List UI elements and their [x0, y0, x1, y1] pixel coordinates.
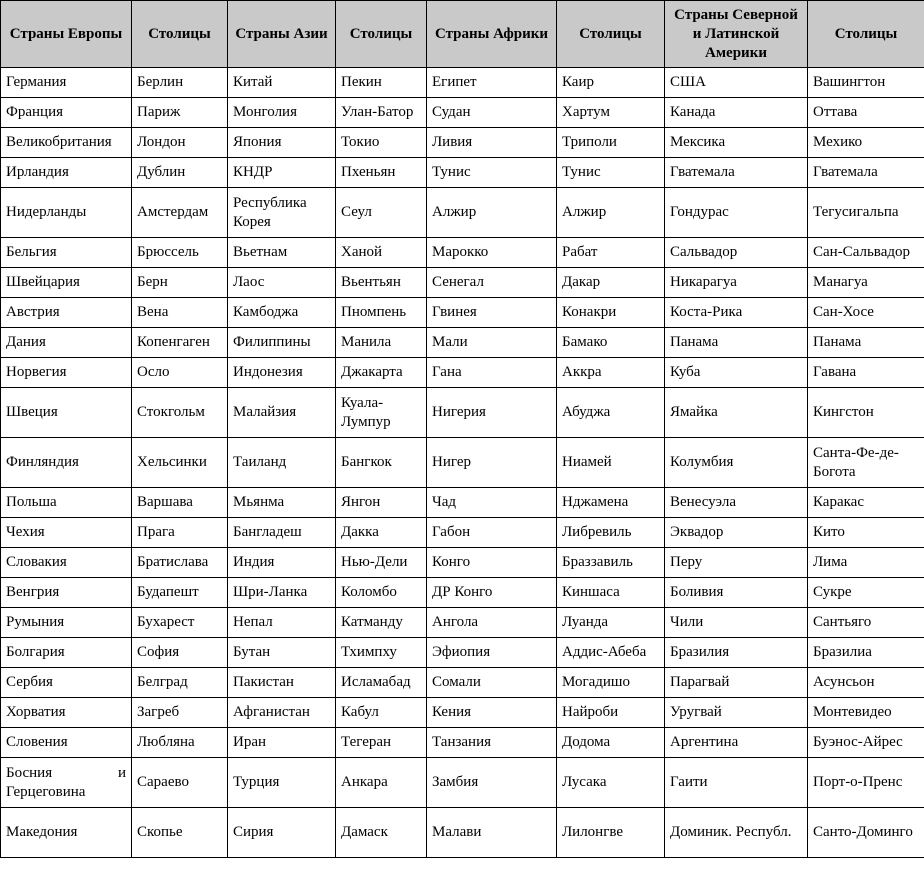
table-cell: Ямайка — [665, 388, 808, 438]
table-cell: Франция — [1, 98, 132, 128]
column-header: Столицы — [808, 1, 924, 68]
table-cell: Китай — [228, 68, 336, 98]
table-cell: Ангола — [427, 608, 557, 638]
column-header: Страны Азии — [228, 1, 336, 68]
table-cell: Македония — [1, 808, 132, 858]
table-cell: Панама — [808, 328, 924, 358]
table-cell: Гватемала — [808, 158, 924, 188]
table-cell: Бельгия — [1, 238, 132, 268]
table-cell: Лима — [808, 548, 924, 578]
table-cell: Париж — [132, 98, 228, 128]
table-cell: Исламабад — [336, 668, 427, 698]
table-cell: Триполи — [557, 128, 665, 158]
table-cell: Танзания — [427, 728, 557, 758]
table-cell: Швейцария — [1, 268, 132, 298]
table-cell: Румыния — [1, 608, 132, 638]
table-cell: Бразилиа — [808, 638, 924, 668]
table-cell: Сальвадор — [665, 238, 808, 268]
table-cell: Камбоджа — [228, 298, 336, 328]
table-cell: Сантьяго — [808, 608, 924, 638]
table-cell: ДР Конго — [427, 578, 557, 608]
table-cell: Дакар — [557, 268, 665, 298]
table-cell: Венгрия — [1, 578, 132, 608]
cell-word: и — [117, 764, 126, 781]
table-cell: Мьянма — [228, 488, 336, 518]
table-body — [1, 68, 924, 858]
table-cell: Германия — [1, 68, 132, 98]
column-header: Страны Африки — [427, 1, 557, 68]
table-cell: Малайзия — [228, 388, 336, 438]
table-cell: Вьетнам — [228, 238, 336, 268]
table-cell: Филиппины — [228, 328, 336, 358]
table-cell: Любляна — [132, 728, 228, 758]
table-cell: Кабул — [336, 698, 427, 728]
table-cell: Бангкок — [336, 438, 427, 488]
table-cell: Берлин — [132, 68, 228, 98]
table-cell: Швеция — [1, 388, 132, 438]
table-cell: Алжир — [427, 188, 557, 238]
table-cell: Шри-Ланка — [228, 578, 336, 608]
table-cell: Луанда — [557, 608, 665, 638]
table-cell: Порт-о-Пренс — [808, 758, 924, 808]
table-cell: Нигерия — [427, 388, 557, 438]
table-cell: Улан-Батор — [336, 98, 427, 128]
table-cell: Парагвай — [665, 668, 808, 698]
table-cell: Хорватия — [1, 698, 132, 728]
table-cell: Гондурас — [665, 188, 808, 238]
table-row — [1, 578, 924, 608]
table-cell: Либревиль — [557, 518, 665, 548]
table-cell: Бухарест — [132, 608, 228, 638]
table-row — [1, 548, 924, 578]
cell-word: Босния — [6, 764, 53, 781]
table-row — [1, 808, 924, 858]
table-cell: Эквадор — [665, 518, 808, 548]
table-row — [1, 298, 924, 328]
table-cell: Словения — [1, 728, 132, 758]
table-row — [1, 638, 924, 668]
column-header: Столицы — [336, 1, 427, 68]
table-row — [1, 388, 924, 438]
table-cell: Канада — [665, 98, 808, 128]
table-cell: Индия — [228, 548, 336, 578]
table-cell: Каракас — [808, 488, 924, 518]
table-cell: Доминик. Республ. — [665, 808, 808, 858]
table-cell: Хельсинки — [132, 438, 228, 488]
table-row — [1, 128, 924, 158]
column-header: Столицы — [132, 1, 228, 68]
table-cell: Чили — [665, 608, 808, 638]
table-cell: Малави — [427, 808, 557, 858]
table-row — [1, 98, 924, 128]
table-cell: Лаос — [228, 268, 336, 298]
table-cell: Сеул — [336, 188, 427, 238]
table-cell: Тунис — [427, 158, 557, 188]
table-cell: Афганистан — [228, 698, 336, 728]
table-cell: Монтевидео — [808, 698, 924, 728]
table-cell: Анкара — [336, 758, 427, 808]
table-cell: Киншаса — [557, 578, 665, 608]
table-cell: Сирия — [228, 808, 336, 858]
table-cell: Прага — [132, 518, 228, 548]
table-cell: Сукре — [808, 578, 924, 608]
table-cell: Рабат — [557, 238, 665, 268]
table-cell: Аккра — [557, 358, 665, 388]
column-header: Столицы — [557, 1, 665, 68]
table-cell: Аргентина — [665, 728, 808, 758]
table-cell: Колумбия — [665, 438, 808, 488]
table-cell: Сомали — [427, 668, 557, 698]
table-cell: Япония — [228, 128, 336, 158]
table-cell: Амстердам — [132, 188, 228, 238]
table-cell: Дублин — [132, 158, 228, 188]
table-cell: Норвегия — [1, 358, 132, 388]
table-cell: Мексика — [665, 128, 808, 158]
table-cell: Алжир — [557, 188, 665, 238]
table-cell: Мали — [427, 328, 557, 358]
table-row — [1, 328, 924, 358]
table-cell: Бутан — [228, 638, 336, 668]
table-row — [1, 268, 924, 298]
table-cell: Никарагуа — [665, 268, 808, 298]
table-cell: Гана — [427, 358, 557, 388]
table-cell: Стокгольм — [132, 388, 228, 438]
table-cell: Загреб — [132, 698, 228, 728]
table-cell: София — [132, 638, 228, 668]
table-cell: Джакарта — [336, 358, 427, 388]
table-cell: Монголия — [228, 98, 336, 128]
table-cell: Австрия — [1, 298, 132, 328]
table-cell: Куала-Лумпур — [336, 388, 427, 438]
table-cell: Аддис-Абеба — [557, 638, 665, 668]
table-cell: Братислава — [132, 548, 228, 578]
table-row — [1, 238, 924, 268]
table-cell: Коломбо — [336, 578, 427, 608]
table-cell: Чехия — [1, 518, 132, 548]
table-cell: Республика Корея — [228, 188, 336, 238]
table-cell: Хартум — [557, 98, 665, 128]
table-cell: Габон — [427, 518, 557, 548]
table-cell: Браззавиль — [557, 548, 665, 578]
table-cell: Лондон — [132, 128, 228, 158]
table-cell: Манагуа — [808, 268, 924, 298]
table-cell: Коста-Рика — [665, 298, 808, 328]
table-cell: США — [665, 68, 808, 98]
table-cell: Сенегал — [427, 268, 557, 298]
table-cell: Абуджа — [557, 388, 665, 438]
table-cell: Нидерланды — [1, 188, 132, 238]
table-cell: Нигер — [427, 438, 557, 488]
table-row — [1, 728, 924, 758]
table-cell: Панама — [665, 328, 808, 358]
table-cell: Вьентьян — [336, 268, 427, 298]
table-cell: Сан-Сальвадор — [808, 238, 924, 268]
table-cell: Белград — [132, 668, 228, 698]
table-cell: Судан — [427, 98, 557, 128]
table-cell: Пномпень — [336, 298, 427, 328]
table-row — [1, 438, 924, 488]
table-row — [1, 68, 924, 98]
table-cell: Тунис — [557, 158, 665, 188]
table-cell: Токио — [336, 128, 427, 158]
table-cell: Сараево — [132, 758, 228, 808]
table-cell: Ханой — [336, 238, 427, 268]
table-cell: Сан-Хосе — [808, 298, 924, 328]
table-cell: Дакка — [336, 518, 427, 548]
cell-word: Герцеговина — [6, 783, 86, 800]
table-cell: Непал — [228, 608, 336, 638]
table-cell: Марокко — [427, 238, 557, 268]
table-cell: КНДР — [228, 158, 336, 188]
table-cell: Кито — [808, 518, 924, 548]
table-cell: Брюссель — [132, 238, 228, 268]
table-cell: Санто-Доминго — [808, 808, 924, 858]
table-cell: Гавана — [808, 358, 924, 388]
table-cell: Тхимпху — [336, 638, 427, 668]
table-cell: Ирландия — [1, 158, 132, 188]
table-row — [1, 608, 924, 638]
table-cell: Санта-Фе-де-Богота — [808, 438, 924, 488]
table-cell: Венесуэла — [665, 488, 808, 518]
table-row — [1, 158, 924, 188]
table-cell: Словакия — [1, 548, 132, 578]
table-cell: Уругвай — [665, 698, 808, 728]
table-row — [1, 488, 924, 518]
table-cell: Чад — [427, 488, 557, 518]
table-cell: Вена — [132, 298, 228, 328]
table-cell: Бангладеш — [228, 518, 336, 548]
table-cell: Пакистан — [228, 668, 336, 698]
table-cell: Нджамена — [557, 488, 665, 518]
table-cell: Берн — [132, 268, 228, 298]
table-cell: Ливия — [427, 128, 557, 158]
table-row — [1, 758, 924, 808]
table-cell: Великобритания — [1, 128, 132, 158]
table-cell: Бамако — [557, 328, 665, 358]
table-row — [1, 518, 924, 548]
table-cell: Польша — [1, 488, 132, 518]
table-cell: Египет — [427, 68, 557, 98]
table-cell — [1, 758, 132, 808]
table-cell: Могадишо — [557, 668, 665, 698]
table-cell: Копенгаген — [132, 328, 228, 358]
table-cell: Тегусигальпа — [808, 188, 924, 238]
table-cell: Боливия — [665, 578, 808, 608]
table-cell: Конакри — [557, 298, 665, 328]
table-cell: Будапешт — [132, 578, 228, 608]
table-cell: Конго — [427, 548, 557, 578]
table-cell: Мехико — [808, 128, 924, 158]
table-cell: Найроби — [557, 698, 665, 728]
table-cell: Ниамей — [557, 438, 665, 488]
table-cell: Осло — [132, 358, 228, 388]
table-cell: Буэнос-Айрес — [808, 728, 924, 758]
table-cell: Замбия — [427, 758, 557, 808]
table-cell: Манила — [336, 328, 427, 358]
table-cell: Бразилия — [665, 638, 808, 668]
table-cell: Тегеран — [336, 728, 427, 758]
table-cell: Вашингтон — [808, 68, 924, 98]
table-cell: Лусака — [557, 758, 665, 808]
table-cell: Иран — [228, 728, 336, 758]
table-row — [1, 358, 924, 388]
table-cell: Дания — [1, 328, 132, 358]
table-cell: Финляндия — [1, 438, 132, 488]
table-cell: Нью-Дели — [336, 548, 427, 578]
table-cell: Кения — [427, 698, 557, 728]
table-cell: Перу — [665, 548, 808, 578]
table-cell: Болгария — [1, 638, 132, 668]
table-cell: Пхеньян — [336, 158, 427, 188]
table-row — [1, 188, 924, 238]
table-cell: Асунсьон — [808, 668, 924, 698]
table-cell: Индонезия — [228, 358, 336, 388]
column-header: Страны Европы — [1, 1, 132, 68]
table-cell: Эфиопия — [427, 638, 557, 668]
table-cell: Додома — [557, 728, 665, 758]
table-cell: Гаити — [665, 758, 808, 808]
table-cell: Янгон — [336, 488, 427, 518]
table-cell: Оттава — [808, 98, 924, 128]
table-cell: Турция — [228, 758, 336, 808]
table-cell: Сербия — [1, 668, 132, 698]
column-header: Страны Северной и Латинской Америки — [665, 1, 808, 68]
table-cell: Катманду — [336, 608, 427, 638]
table-cell: Лилонгве — [557, 808, 665, 858]
header-row — [1, 1, 924, 68]
table-cell: Пекин — [336, 68, 427, 98]
table-cell: Варшава — [132, 488, 228, 518]
table-cell: Гвинея — [427, 298, 557, 328]
table-cell: Гватемала — [665, 158, 808, 188]
table-row — [1, 698, 924, 728]
table-cell: Таиланд — [228, 438, 336, 488]
table-cell: Дамаск — [336, 808, 427, 858]
table-row — [1, 668, 924, 698]
table-cell: Каир — [557, 68, 665, 98]
table-cell: Скопье — [132, 808, 228, 858]
table-cell: Куба — [665, 358, 808, 388]
table-cell: Кингстон — [808, 388, 924, 438]
